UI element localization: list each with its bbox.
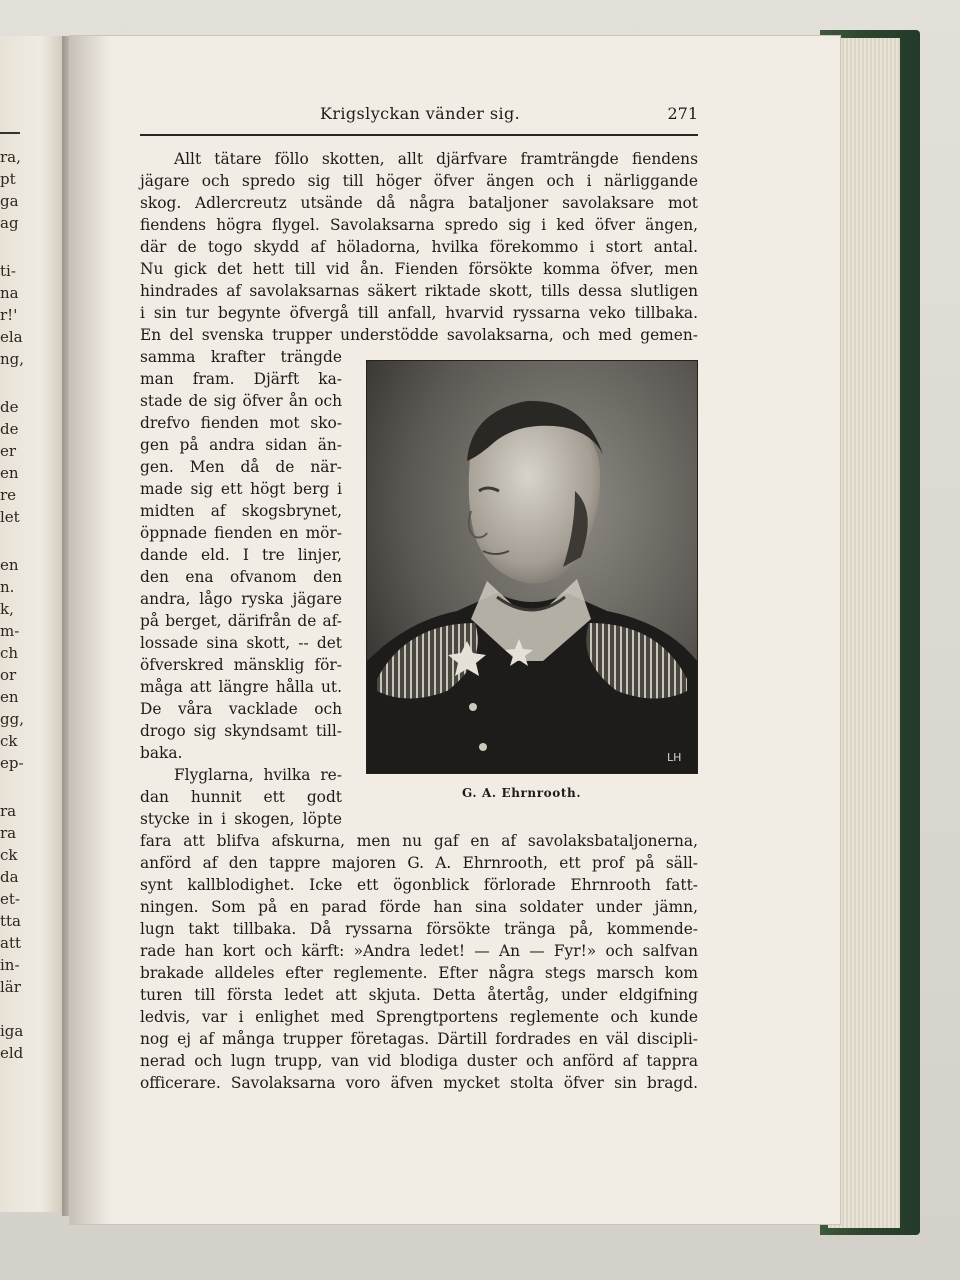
- left-page-fragment: m-: [0, 622, 20, 640]
- left-page-fragment: re: [0, 486, 17, 504]
- chapter-title: Krigslyckan vänder sig.: [320, 104, 521, 123]
- text-line: nog ej af många trupper företagas. Därtill fordrades en väl discipli-: [140, 1030, 698, 1048]
- left-page-fragment: k,: [0, 600, 14, 618]
- text-line: ningen. Som på en parad förde han sina soldater under jämn,: [140, 898, 698, 916]
- left-page-fragment: r!': [0, 306, 18, 324]
- left-page-fragment: iga: [0, 1022, 24, 1040]
- column-line: den ena ofvanom den: [140, 568, 342, 586]
- text-line: fara att blifva afskurna, men nu gaf en af savolaksbataljonerna,: [140, 832, 698, 850]
- column-line: made sig ett högt berg i: [140, 480, 342, 498]
- portrait-caption: G. A. Ehrnrooth.: [462, 786, 582, 800]
- text-line: skog. Adlercreutz utsände då några bataljoner savolaksare mot: [140, 194, 698, 212]
- column-line: dan hunnit ett godt: [140, 788, 342, 806]
- left-page-fragment: na: [0, 284, 19, 302]
- column-line: man fram. Djärft ka-: [140, 370, 342, 388]
- portrait-ehrnrooth: [366, 360, 698, 774]
- text-line: rade han kort och kärft: »Andra ledet! — An — Fyr!» och salfvan: [140, 942, 698, 960]
- column-line: Flyglarna, hvilka re-: [174, 766, 342, 784]
- text-line: turen till första ledet att skjuta. Detta återtåg, under eldgifning: [140, 986, 698, 1004]
- column-line: lossade sina skott, -- det: [140, 634, 342, 652]
- text-line: fiendens högra flygel. Savolaksarna spredo sig i ked öfver ängen,: [140, 216, 698, 234]
- left-page-rule: [0, 132, 20, 134]
- left-page-fragment: ela: [0, 328, 23, 346]
- text-line: brakade alldeles efter reglemente. Efter några stegs marsch kom: [140, 964, 698, 982]
- left-page-fragment: ra: [0, 824, 17, 842]
- left-page-fragment: or: [0, 666, 17, 684]
- column-line: drefvo fienden mot sko-: [140, 414, 342, 432]
- left-page-fragment: let: [0, 508, 20, 526]
- left-page-fragment: n.: [0, 578, 15, 596]
- left-page-fragment: ng,: [0, 350, 25, 368]
- text-line: Nu gick det hett till vid ån. Fienden försökte komma öfver, men: [140, 260, 698, 278]
- text-line: officerare. Savolaksarna voro äfven mycket stolta öfver sin bragd.: [140, 1074, 698, 1092]
- left-page-fragment: en: [0, 688, 19, 706]
- column-line: baka.: [140, 744, 183, 762]
- text-line: synt kallblodighet. Icke ett ögonblick förlorade Ehrnrooth fatt-: [140, 876, 698, 894]
- column-line: andra, lågo ryska jägare: [140, 590, 342, 608]
- text-line: där de togo skydd af höladorna, hvilka förekommo i stort antal.: [140, 238, 698, 256]
- left-page-fragment: ga: [0, 192, 19, 210]
- column-line: drogo sig skyndsamt till-: [140, 722, 342, 740]
- column-line: gen på andra sidan än-: [140, 436, 342, 454]
- column-line: gen. Men då de när-: [140, 458, 342, 476]
- text-line: ledvis, var i enlighet med Sprengtportens reglemente och kunde: [140, 1008, 698, 1026]
- left-page-fragment: ep-: [0, 754, 24, 772]
- text-line: i sin tur begynte öfvergå till anfall, hvarvid ryssarna veko tillbaka.: [140, 304, 698, 322]
- left-page-fragment: eld: [0, 1044, 24, 1062]
- left-page: [0, 36, 66, 1212]
- column-line: dande eld. I tre linjer,: [140, 546, 342, 564]
- text-line: En del svenska trupper understödde savolaksarna, och med gemen-: [140, 326, 698, 344]
- text-line: anförd af den tappre majoren G. A. Ehrnrooth, ett prof på säll-: [140, 854, 698, 872]
- left-page-fragment: ch: [0, 644, 19, 662]
- left-page-fragment: en: [0, 464, 19, 482]
- page-number: 271: [667, 104, 698, 123]
- text-line: jägare och spredo sig till höger öfver ängen och i närliggande: [140, 172, 698, 190]
- portrait-engraving: [367, 361, 697, 773]
- left-page-fragment: ag: [0, 214, 19, 232]
- text-line: lugn takt tillbaka. Då ryssarna försökte tränga på, kommende-: [140, 920, 698, 938]
- column-line: midten af skogsbrynet,: [140, 502, 342, 520]
- text-line: Allt tätare föllo skotten, allt djärfvare framträngde fiendens: [174, 150, 698, 168]
- left-page-fragment: ck: [0, 846, 18, 864]
- left-page-fragment: ck: [0, 732, 18, 750]
- portrait-monogram: LH: [667, 751, 682, 764]
- left-page-fragment: ra: [0, 802, 17, 820]
- column-line: öfverskred mänsklig för-: [140, 656, 342, 674]
- left-page-fragment: pt: [0, 170, 16, 188]
- page-shadow: [70, 36, 110, 1224]
- left-page-fragment: ti-: [0, 262, 16, 280]
- text-line: hindrades af savolaksarnas säkert riktade skott, tills dessa slutligen: [140, 282, 698, 300]
- left-page-fragment: da: [0, 868, 19, 886]
- left-page-fragment: lär: [0, 978, 21, 996]
- column-line: samma krafter trängde: [140, 348, 342, 366]
- left-page-fragment: et-: [0, 890, 20, 908]
- left-page-fragment: ra,: [0, 148, 21, 166]
- column-line: måga att längre hålla ut.: [140, 678, 342, 696]
- left-page-fragment: de: [0, 398, 19, 416]
- left-page-fragment: en: [0, 556, 19, 574]
- left-page-fragment: er: [0, 442, 17, 460]
- left-page-fragment: gg,: [0, 710, 24, 728]
- column-line: De våra vacklade och: [140, 700, 342, 718]
- column-line: stade de sig öfver ån och: [140, 392, 342, 410]
- text-line: nerad och lugn trupp, van vid blodiga duster och anförd af tappra: [140, 1052, 698, 1070]
- left-page-fragment: de: [0, 420, 19, 438]
- column-line: på berget, därifrån de af-: [140, 612, 342, 630]
- column-line: stycke in i skogen, löpte: [140, 810, 342, 828]
- left-page-fragment: tta: [0, 912, 21, 930]
- left-page-fragment: att: [0, 934, 21, 952]
- left-page-fragment: in-: [0, 956, 20, 974]
- column-line: öppnade fienden en mör-: [140, 524, 342, 542]
- running-head: [140, 104, 698, 128]
- header-rule: [140, 134, 698, 136]
